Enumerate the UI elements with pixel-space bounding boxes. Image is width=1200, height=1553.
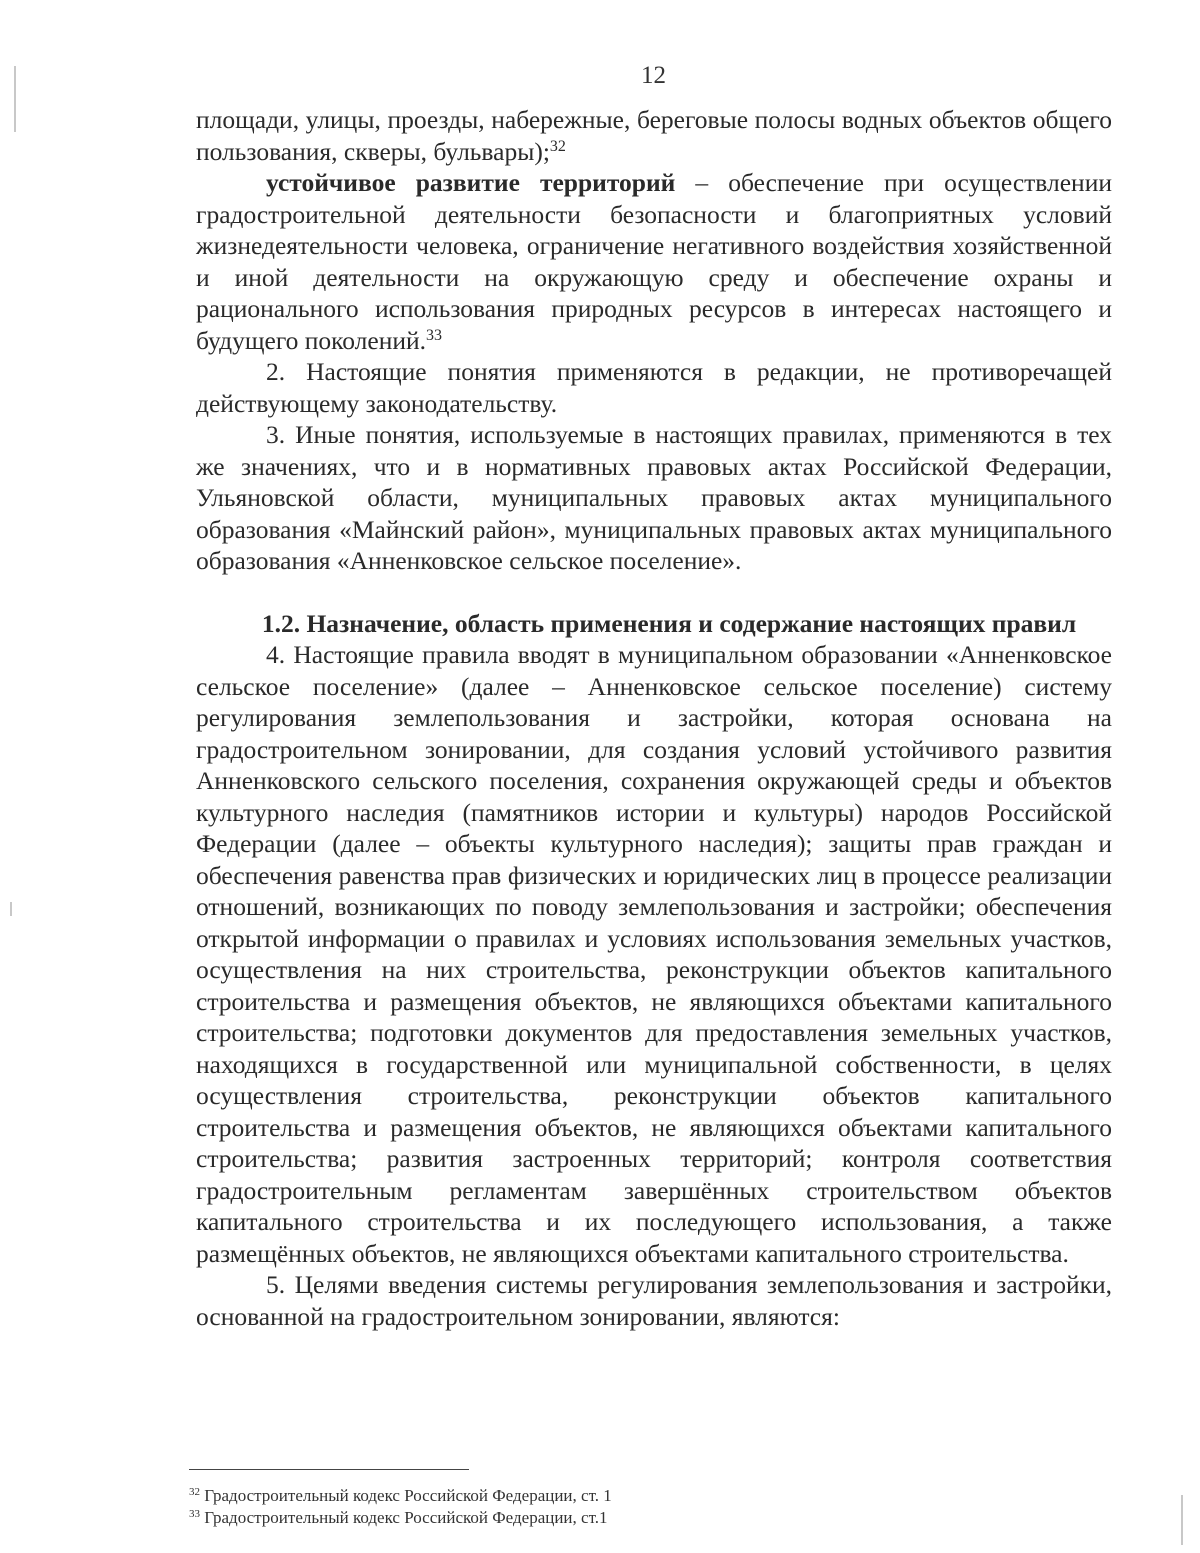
paragraph-2: 2. Настоящие понятия применяются в редакции, не противоречащей действующему законодательству. [196,357,1112,418]
footnote-number: 32 [189,1486,200,1498]
footnote-text: Градостроительный кодекс Российской Федерации, ст.1 [200,1508,608,1527]
paragraph-text: – обеспечение при осуществлении градостроительной деятельности безопасности и благоприятных условий жизнедеятельности человека, ограничение негативного воздействия хозяйственной и иной деятельности на окружающую среду и обеспечение охраны и рационального использования природных ресурсов в интересах настоящего и будущего поколений. [196,168,1112,355]
paragraph-3: 3. Иные понятия, используемые в настоящих правилах, применяются в тех же значениях, что и в нормативных правовых актах Российской Федерации, Ульяновской области, муниципальных правовых актах муниципального образования «Майнский район», муниципальных правовых актах муниципального образования «Анненковское сельское поселение». [196,420,1112,575]
paragraph-sustainable-development [196,167,1112,356]
scan-edge-mark-right [1181,1495,1183,1545]
paragraph-5: 5. Целями введения системы регулирования землепользования и застройки, основанной на градостроительном зонировании, являются: [196,1270,1112,1331]
footnote-ref-32: 32 [549,137,566,155]
document-body [196,104,1112,1332]
scan-edge-mark-middle [10,902,12,916]
footnote-text: Градостроительный кодекс Российской Федерации, ст. 1 [200,1486,612,1505]
footnote-32 [189,1485,1089,1507]
footnote-ref-33: 33 [426,326,443,344]
section-heading: 1.2. Назначение, область применения и содержание настоящих правил [261,608,1077,638]
page-number: 12 [641,62,666,89]
paragraph-text: площади, улицы, проезды, набережные, береговые полосы водных объектов общего пользования, скверы, бульвары); [196,105,1112,166]
defined-term: устойчивое развитие территорий [266,168,676,197]
footnotes [189,1485,1089,1529]
footnote-number: 33 [189,1508,200,1520]
paragraph-4: 4. Настоящие правила вводят в муниципальном образовании «Анненковское сельское поселение» (далее – Анненковское сельское поселение) систему регулирования землепользования и застройки, которая основана на градостроительном зонировании, для создания условий устойчивого развития Анненковского сельского поселения, сохранения окружающей среды и объектов культурного наследия (памятников истории и культуры) народов Российской Федерации (далее – объекты культурного наследия); защиты прав граждан и обеспечения равенства прав физических и юридических лиц в процессе реализации отношений, возникающих по поводу землепользования и застройки; обеспечения открытой информации о правилах и условиях использования земельных участков, осуществления на них строительства, реконструкции объектов капитального строительства и размещения объектов, не являющихся объектами капитального строительства; подготовки документов для предоставления земельных участков, находящихся в государственной или муниципальной собственности, в целях осуществления строительства, реконструкции объектов капитального строительства и размещения объектов, не являющихся объектами капитального строительства; развития застроенных территорий; контроля соответствия градостроительным регламентам завершённых строительством объектов капитального строительства и их последующего использования, а также размещённых объектов, не являющихся объектами капитального строительства. [196,640,1112,1268]
footnote-divider [189,1469,469,1470]
footnote-33 [189,1507,1089,1529]
paragraph-definition-end [196,104,1112,167]
